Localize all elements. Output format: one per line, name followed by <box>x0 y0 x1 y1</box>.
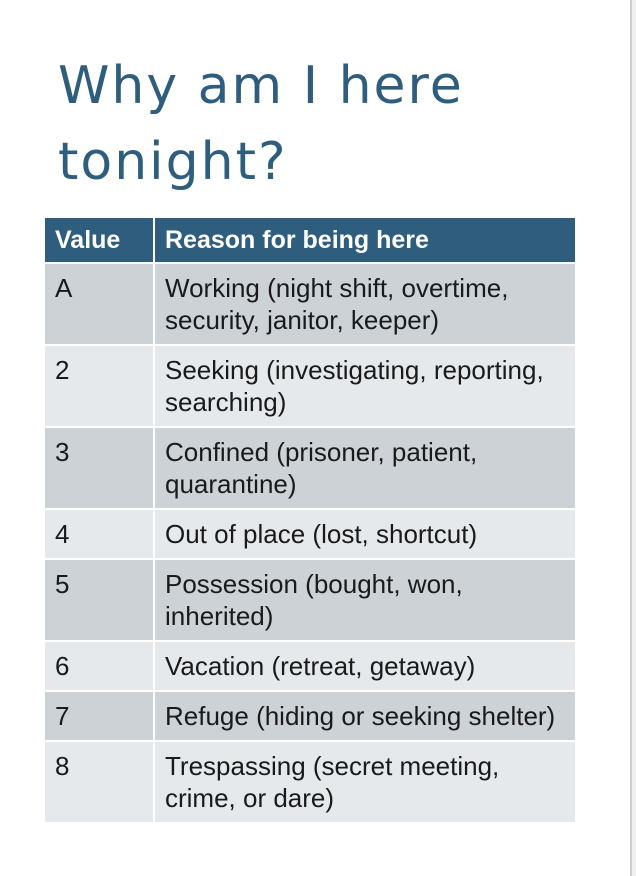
row-reason: Working (night shift, overtime, security, janitor, keeper) <box>155 262 575 344</box>
row-reason: Out of place (lost, shortcut) <box>155 508 575 558</box>
row-reason: Vacation (retreat, getaway) <box>155 640 575 690</box>
row-reason: Seeking (investigating, reporting, searching) <box>155 344 575 426</box>
table-row <box>45 690 575 740</box>
row-reason: Trespassing (secret meeting, crime, or dare) <box>155 740 575 822</box>
reasons-table <box>45 218 575 822</box>
row-value: 6 <box>45 640 155 690</box>
table-row <box>45 740 575 822</box>
row-value: 8 <box>45 740 155 822</box>
table-row <box>45 262 575 344</box>
column-header-reason: Reason for being here <box>155 218 575 262</box>
table-row <box>45 508 575 558</box>
row-reason: Possession (bought, won, inherited) <box>155 558 575 640</box>
table-row <box>45 558 575 640</box>
page-title: Why am I here tonight? <box>58 56 464 192</box>
row-value: 2 <box>45 344 155 426</box>
row-value: A <box>45 262 155 344</box>
column-header-value: Value <box>45 218 155 262</box>
table-row <box>45 344 575 426</box>
row-value: 7 <box>45 690 155 740</box>
row-value: 5 <box>45 558 155 640</box>
table-row <box>45 426 575 508</box>
table-header-row <box>45 218 575 262</box>
row-value: 3 <box>45 426 155 508</box>
row-reason: Confined (prisoner, patient, quarantine) <box>155 426 575 508</box>
row-value: 4 <box>45 508 155 558</box>
row-reason: Refuge (hiding or seeking shelter) <box>155 690 575 740</box>
table-row <box>45 640 575 690</box>
